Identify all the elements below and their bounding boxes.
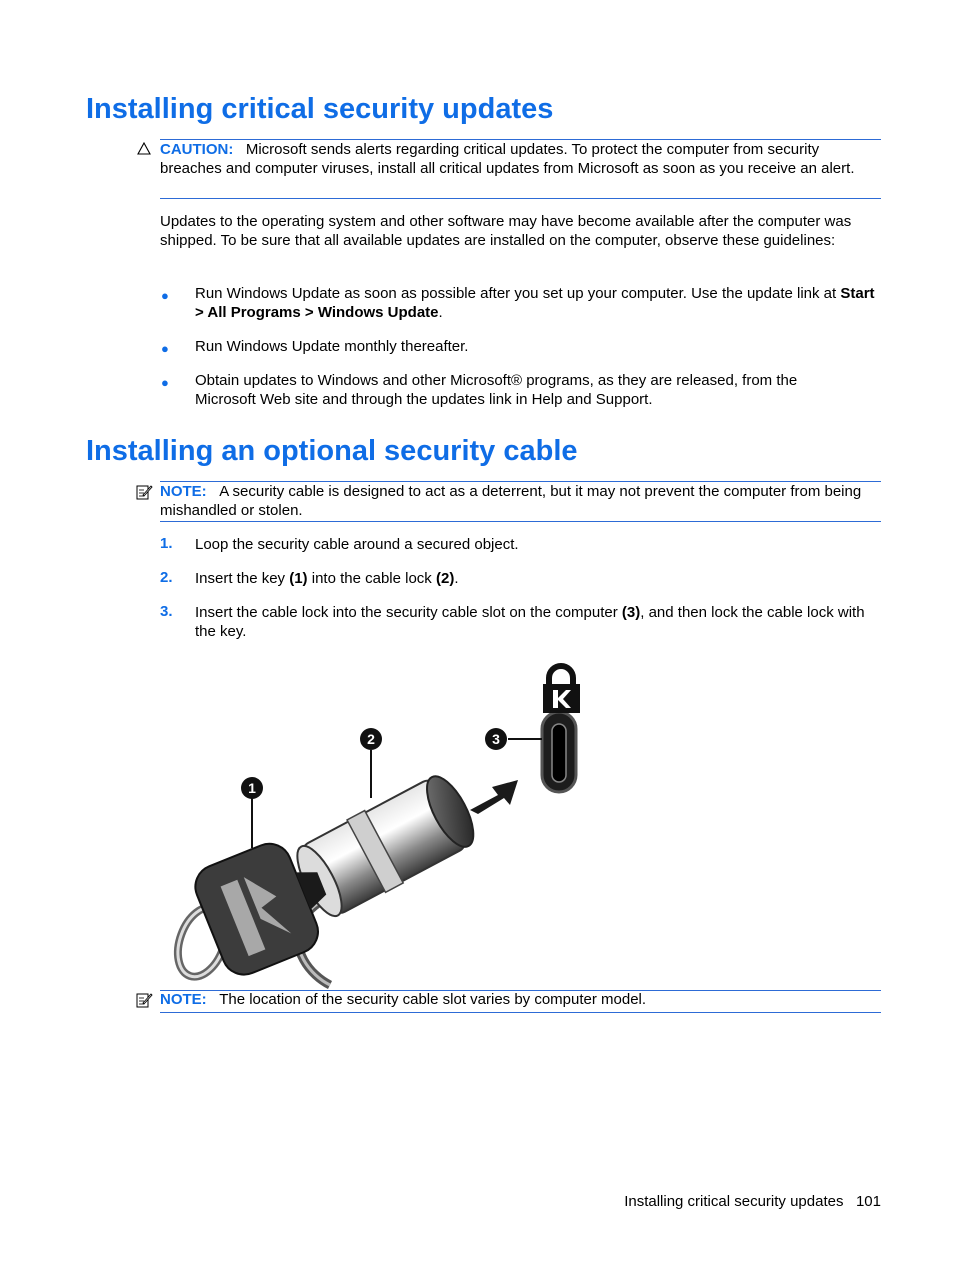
page-footer [624, 1193, 881, 1210]
note2-block [160, 990, 882, 1009]
step-number: 1. [160, 535, 173, 552]
section-heading-security-cable: Installing an optional security cable [86, 435, 578, 467]
note1-text: A security cable is designed to act as a deterrent, but it may not prevent the computer from being mishandled or stolen. [160, 483, 862, 520]
callout-3-label: 3 [492, 731, 500, 747]
step-text: Insert the cable lock into the security cable slot on the computer [195, 604, 622, 621]
step-number: 3. [160, 603, 173, 620]
list-item [195, 284, 885, 323]
bullet-text-end: . [438, 304, 443, 322]
intro-paragraph: Updates to the operating system and other software may have become available after the computer was shipped. To be sure that all available updates are installed on the computer, observe these guidelines: [160, 213, 852, 250]
note-pencil-icon [136, 484, 153, 500]
note2-bottom-rule [160, 1012, 881, 1013]
bullet-marker: ● [161, 375, 169, 390]
caution-label: CAUTION: [160, 141, 234, 158]
step-number: 2. [160, 569, 173, 586]
caution-block [160, 140, 882, 179]
list-item: Run Windows Update monthly thereafter. [195, 338, 469, 355]
section-heading-critical-updates: Installing critical security updates [86, 93, 554, 125]
insert-arrow-icon [470, 780, 518, 814]
page-number: 101 [855, 1193, 881, 1210]
list-item: Obtain updates to Windows and other Microsoft® programs, as they are released, from the Microsoft Web site and through the updates link in Help and Support. [195, 372, 798, 409]
caution-bottom-rule [160, 198, 881, 199]
step-text: , and then lock the cable lock with the key. [195, 604, 865, 641]
callout-2-label: 2 [367, 731, 375, 747]
step-ref-key: (1) [289, 570, 308, 587]
caution-triangle-icon [137, 142, 151, 155]
note2-label: NOTE: [160, 991, 207, 1008]
note1-label: NOTE: [160, 483, 207, 500]
step-text: . [454, 570, 459, 587]
step-text: into the cable lock [307, 570, 436, 587]
caution-text: Microsoft sends alerts regarding critical updates. To protect the computer from security breaches and computer viruses, install all critical updates from Microsoft as soon as you receive an alert. [160, 141, 855, 178]
step-item: Loop the security cable around a secured object. [195, 536, 519, 553]
bullet-bold-path: Start > All Programs > Windows Update [195, 285, 875, 322]
step-text: Insert the key [195, 570, 290, 587]
note-pencil-icon [136, 992, 153, 1008]
bullet-text: Run Windows Update as soon as possible after you set up your computer. Use the update link at [195, 285, 841, 302]
note2-text: The location of the security cable slot varies by computer model. [219, 991, 647, 1008]
step-ref-lock: (2) [435, 570, 455, 587]
kensington-lock-icon [543, 666, 580, 713]
footer-title: Installing critical security updates [624, 1193, 844, 1210]
bullet-marker: ● [161, 341, 169, 356]
bullet-marker: ● [161, 288, 169, 303]
callout-1-label: 1 [248, 780, 256, 796]
note1-block [160, 482, 882, 521]
step-item [195, 569, 885, 588]
step-ref-slot: (3) [621, 604, 641, 621]
security-cable-illustration [160, 660, 600, 990]
step-item [195, 603, 885, 642]
note1-bottom-rule [160, 521, 881, 522]
